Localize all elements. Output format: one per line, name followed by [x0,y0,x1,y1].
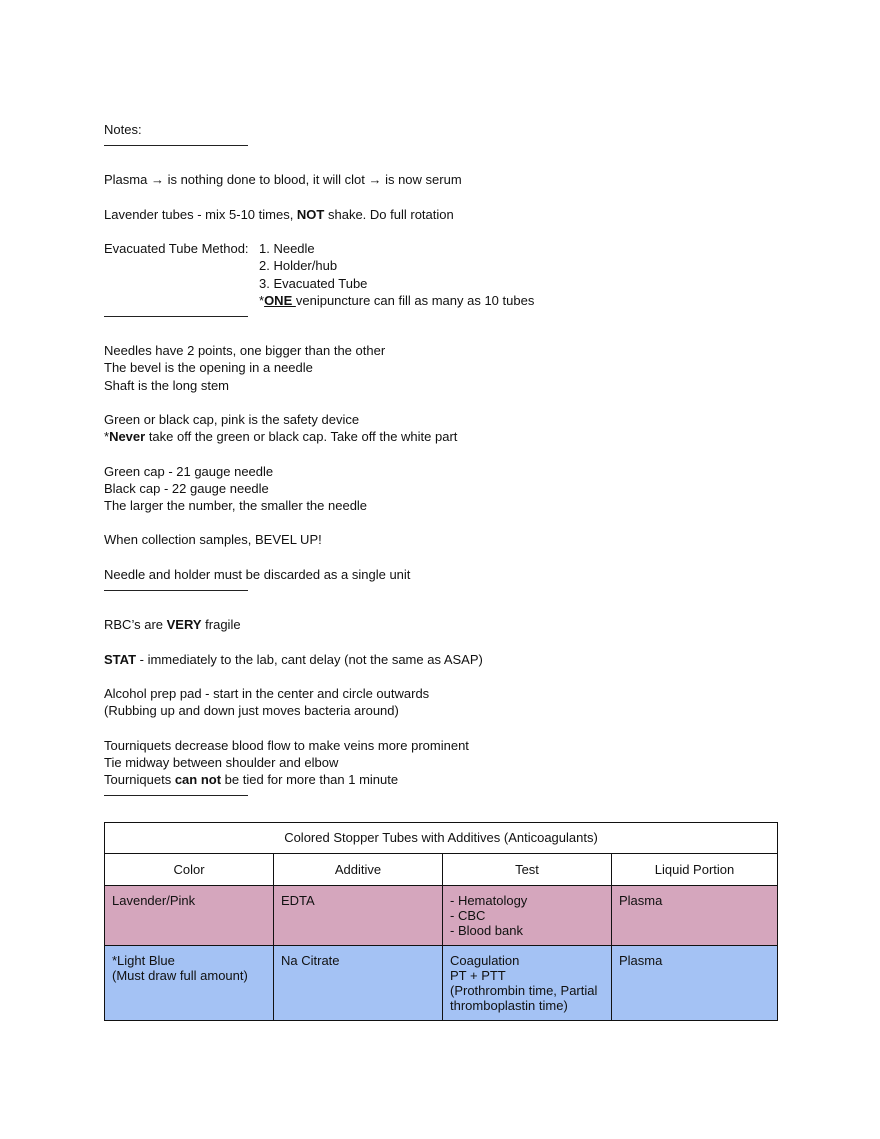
color-cell: *Light Blue (Must draw full amount) [105,946,274,1021]
alcohol-note: (Rubbing up and down just moves bacteria around) [104,703,399,719]
stopper-tubes-table [104,822,778,1021]
column-header: Color [105,854,274,886]
plasma-note: Plasma → is nothing done to blood, it will clot → is now serum [104,172,462,188]
evac-step: 1. Needle [259,241,315,257]
section-divider [104,145,248,146]
stat-note: STAT - immediately to the lab, cant delay (not the same as ASAP) [104,651,483,667]
tourniquet-note: Tie midway between shoulder and elbow [104,754,339,770]
column-header: Additive [274,854,443,886]
gauge-note: Green cap - 21 gauge needle [104,463,274,479]
column-header: Liquid Portion [612,854,778,886]
color-cell: Lavender/Pink [105,886,274,946]
evac-note: *ONE venipuncture can fill as many as 10 tubes [259,292,535,308]
additive-cell: EDTA [274,886,443,946]
evac-label: Evacuated Tube Method: [104,241,249,257]
needle-note: The bevel is the opening in a needle [104,360,313,376]
section-divider [104,590,248,591]
table-row [105,946,778,1021]
evac-step: 2. Holder/hub [259,258,338,274]
discard-note: Needle and holder must be discarded as a single unit [104,566,411,582]
section-divider [104,795,248,796]
notes-heading: Notes: [104,122,142,137]
section-divider [104,316,248,317]
tourniquet-note: Tourniquets decrease blood flow to make veins more prominent [104,737,469,753]
table-caption: Colored Stopper Tubes with Additives (Anticoagulants) [105,823,778,854]
liquid-cell: Plasma [612,886,778,946]
evac-step: 3. Evacuated Tube [259,275,368,291]
additive-cell: Na Citrate [274,946,443,1021]
notes-document [104,121,804,804]
gauge-note: The larger the number, the smaller the needle [104,497,368,513]
tourniquet-note: Tourniquets can not be tied for more than 1 minute [104,771,399,787]
cap-note: Green or black cap, pink is the safety device [104,411,360,427]
bevel-note: When collection samples, BEVEL UP! [104,532,322,548]
liquid-cell: Plasma [612,946,778,1021]
never-note: *Never take off the green or black cap. Take off the white part [104,429,458,445]
needle-note: Shaft is the long stem [104,377,230,393]
needle-note: Needles have 2 points, one bigger than the other [104,343,386,359]
alcohol-note: Alcohol prep pad - start in the center and circle outwards [104,685,430,701]
column-header: Test [443,854,612,886]
lavender-note: Lavender tubes - mix 5-10 times, NOT shake. Do full rotation [104,206,454,222]
evacuated-tube-method [104,240,804,257]
gauge-note: Black cap - 22 gauge needle [104,480,269,496]
test-cell: - Hematology - CBC - Blood bank [443,886,612,946]
rbc-note: RBC’s are VERY fragile [104,617,241,633]
test-cell: Coagulation PT + PTT (Prothrombin time, Partial thromboplastin time) [443,946,612,1021]
table-row [105,886,778,946]
